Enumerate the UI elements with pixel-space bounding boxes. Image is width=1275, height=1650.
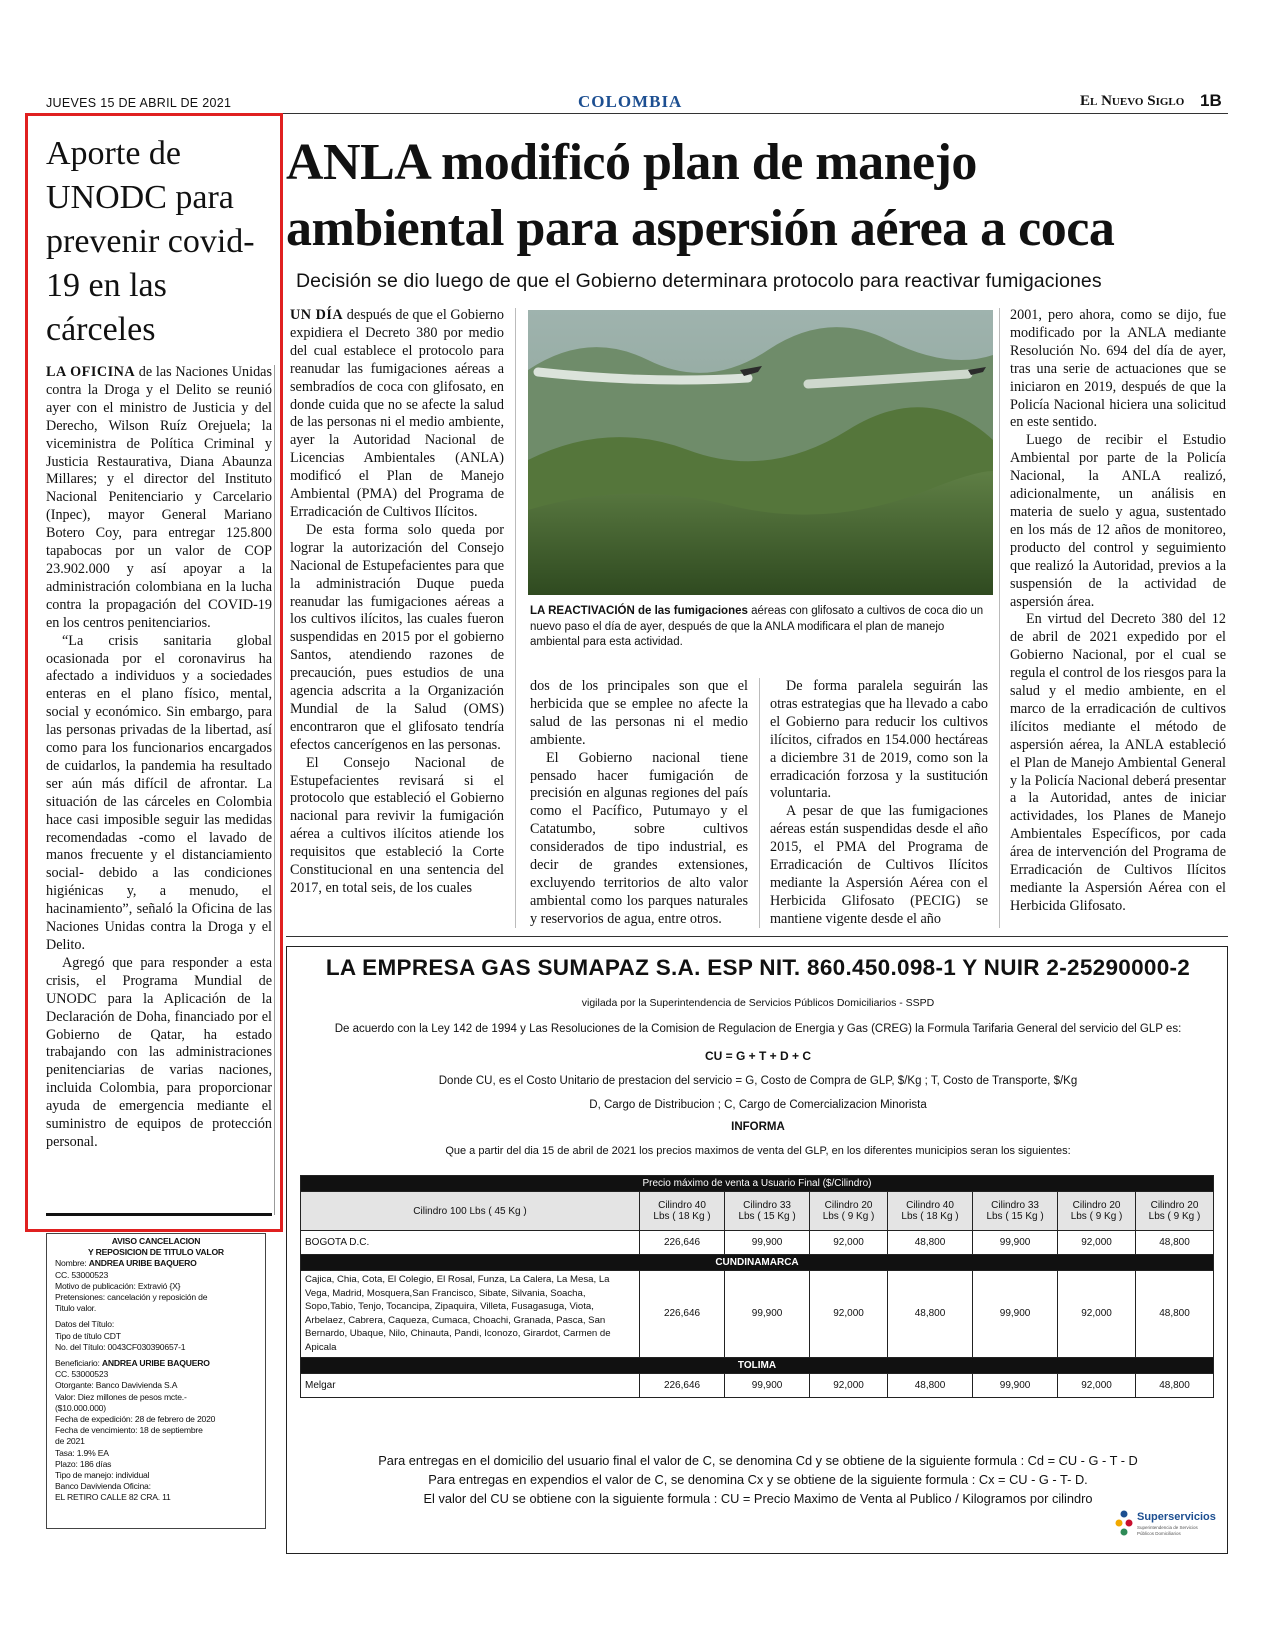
superservicios-logo — [1113, 1509, 1216, 1539]
table-header-cell: Cilindro 20 Lbs ( 9 Kg ) — [1136, 1192, 1214, 1231]
table-header-cell: Cilindro 20 Lbs ( 9 Kg ) — [810, 1192, 888, 1231]
notice-line: Valor: Diez millones de pesos mcte.- — [55, 1391, 187, 1402]
table-row — [301, 1271, 1214, 1358]
notice-line: Tasa: 1.9% EA — [55, 1447, 109, 1458]
table-cell: 48,800 — [1136, 1373, 1214, 1397]
table-cell: 99,900 — [725, 1231, 810, 1255]
notice-line: Otorgante: Banco Davivienda S.A — [55, 1380, 178, 1391]
issue-date: JUEVES 15 DE ABRIL DE 2021 — [46, 96, 232, 110]
notice-line: Datos del Título: — [55, 1319, 115, 1330]
notice-line: CC. 53000523 — [55, 1269, 109, 1280]
ad-vigilada: vigilada por la Superintendencia de Servicios Públicos Domiciliarios - SSPD — [581, 997, 935, 1009]
table-cell: 92,000 — [810, 1231, 888, 1255]
notice-line: Tipo de manejo: individual — [55, 1470, 150, 1481]
ad-informa: INFORMA — [731, 1121, 785, 1133]
ad-donde: Donde CU, es el Costo Unitario de prestacion del servicio = G, Costo de Compra de GLP, $/Kg ; T, Costo de Transporte, $/Kg — [438, 1075, 1078, 1087]
notice-line: EL RETIRO CALLE 82 CRA. 11 — [55, 1492, 171, 1503]
table-cell: Cajica, Chia, Cota, El Colegio, El Rosal, Funza, La Calera, La Mesa, La Vega, Madrid, Mosquera,San Francisco, Sibate, Silvania, Soacha, Sopo,Tabio, Tenjo, Tocancipa, Zipaquira, Villeta, Fusagasuga, Viota, Arbelaez, Cabrera, Caqueza, Cumaca, Choachi, Granada, Pasca, San Bernardo, Ubaque, Nilo, Chinauta, Pandi, Iconozo, Girardot, Carmen de Apicala — [301, 1271, 640, 1358]
main-article-column-4: 2001, pero ahora, como se dijo, fue modificado por la ANLA mediante Resolución No. 694 del día de ayer, tras una serie de actuaciones que se iniciaron en 2019, después de que la Policía Nacional hiciera una solicitud en este sentido. Luego de recibir el Estudio Ambiental por parte de la Policía Nacional, la ANLA realizó, adicionalmente, un análisis en materia de suelo y agua, sustentado en los más de 12 años de monitoreo, producto del control y seguimiento que realizó la Autoridad, previos a la suspensión de la actividad de aspersión área. En virtud del Decreto 380 del 12 de abril de 2021 expedido por el Gobierno Nacional, por el cual se regula el control de los riesgos para la salud y el medio ambiente, en el marco de la erradicación de cultivos ilícitos mediante el método de aspersión aérea, la ANLA estableció el Plan de Manejo Ambiental General y la Policía Nacional deberá presentar a la Autoridad, antes de iniciar actividades, los Planes de Manejo Ambientales Específicos, por cada área de intervención del Programa de Erradicación de Cultivos Ilícitos mediante la Aspersión Aérea con el Herbicida Glifosato. — [1010, 307, 1226, 914]
table-cell: 48,800 — [888, 1373, 973, 1397]
notice-subtitle: Y REPOSICION DE TITULO VALOR — [88, 1247, 224, 1258]
notice-line: Pretensiones: cancelación y reposición de — [55, 1292, 208, 1303]
logo-text: Superservicios — [1137, 1511, 1216, 1523]
table-cell: 99,900 — [973, 1373, 1058, 1397]
left-article-p3: Agregó que para responder a esta crisis, el Programa Mundial de UNODC para la Aplicación de la Declaración de Doha, financiado por el Gobierno de Qatar, ha estado trabajando con las administraciones penitenciarias de varias naciones, incluida Colombia, para proporcionar ayuda de emergencia mediante el suministro de equipos de protección personal. — [46, 954, 272, 1150]
left-article-headline: Aporte de UNODC para prevenir covid-19 en las cárceles — [46, 135, 255, 348]
table-cell: 226,646 — [640, 1231, 725, 1255]
section-cundinamarca: CUNDINAMARCA — [301, 1255, 1214, 1271]
ad-foot-line: El valor del CU se obtiene con la siguiente formula : CU = Precio Maximo de Venta al Publico / Kilogramos por cilindro — [423, 1491, 1093, 1506]
ad-ley: De acuerdo con la Ley 142 de 1994 y Las Resoluciones de la Comision de Regulacion de Energia y Gas (CREG) la Formula Tarifaria General del servicio del GLP es: — [334, 1023, 1182, 1035]
table-header-cell: Cilindro 33 Lbs ( 15 Kg ) — [725, 1192, 810, 1231]
article-end-rule — [286, 936, 1228, 937]
table-header-cell: Cilindro 40 Lbs ( 18 Kg ) — [888, 1192, 973, 1231]
ad-foot-line: Para entregas en el domicilio del usuario final el valor de C, se denomina Cd y se obtiene de la siguiente formula : Cd = CU - G - T - D — [378, 1453, 1138, 1468]
ad-foot-line: Para entregas en expendios el valor de C, se denomina Cx y se obtiene de la siguiente formula : Cx = CU - G - T- D. — [428, 1472, 1088, 1487]
newspaper-name: El Nuevo Siglo — [1080, 93, 1185, 109]
ad-donde-2: D, Cargo de Distribucion ; C, Cargo de Comercializacion Minorista — [589, 1099, 927, 1111]
table-cell: 99,900 — [725, 1373, 810, 1397]
logo-subtext: Superintendencia de Servicios Públicos Domiciliarios — [1137, 1525, 1198, 1536]
table-cell: 99,900 — [725, 1271, 810, 1358]
table-cell: 92,000 — [1058, 1271, 1136, 1358]
main-headline: ANLA modificó plan de manejo ambiental para aspersión aérea a coca — [286, 134, 1115, 257]
ad-a-partir: Que a partir del dia 15 de abril de 2021 los precios maximos de venta del GLP, en los diferentes municipios seran los siguientes: — [445, 1145, 1071, 1157]
table-title-row — [301, 1176, 1214, 1192]
gas-price-notice — [286, 946, 1228, 1554]
table-section-row — [301, 1255, 1214, 1271]
superservicios-logo-icon — [1113, 1509, 1135, 1539]
main-subtitle: Decisión se dio luego de que el Gobierno determinara protocolo para reactivar fumigaciones — [296, 270, 1102, 292]
table-cell: 48,800 — [888, 1271, 973, 1358]
notice-line: de 2021 — [55, 1436, 85, 1447]
main-article-column-1: UN DÍA después de que el Gobierno expidiera el Decreto 380 por medio del cual establece el protocolo para reanudar las fumigaciones aéreas a sembradíos de coca con glifosato, en donde cuida que no se afecte la salud de las personas ni el medio ambiente, ayer la Autoridad Nacional de Licencias Ambientales (ANLA) modificó el Plan de Manejo Ambiental (PMA) del Programa de Erradicación de Cultivos Ilícitos. De esta forma solo queda por lograr la autorización del Consejo Nacional de Estupefacientes para que la administración Duque pueda reanudar las fumigaciones aéreas a los cultivos ilícitos, las cuales fueron suspendidas en 2015 por el gobierno Santos, atendiendo razones de precaución, pues estudios de una agencia adscrita a la Organización Mundial de la Salud (OMS) encontraron que el glifosato tendría efectos cancerígenos en las personas. El Consejo Nacional de Estupefacientes revisará si el protocolo que estableció el Gobierno nacional para revivir la fumigación aérea a cultivos ilícitos atiende los requisitos que estableció la Corte Constitucional en una sentencia del 2017, en total seis, de los cuales — [290, 307, 504, 896]
section-name: COLOMBIA — [578, 92, 683, 111]
left-article-body — [46, 364, 272, 1152]
table-header-cell: Cilindro 100 Lbs ( 45 Kg ) — [301, 1192, 640, 1231]
table-row — [301, 1373, 1214, 1397]
notice-line: Banco Davivienda Oficina: — [55, 1481, 151, 1492]
left-article-end-rule — [46, 1213, 272, 1216]
table-cell: 99,900 — [973, 1271, 1058, 1358]
column-divider — [515, 308, 516, 928]
main-article-column-3: De forma paralela seguirán las otras estrategias que ha llevado a cabo el Gobierno para reducir los cultivos ilícitos, cifrados en 154.000 hectáreas a diciembre 31 de 2019, como son la erradicación forzosa y la sustitución voluntaria. A pesar de que las fumigaciones aéreas están suspendidas desde el año 2015, el PMA del Programa de Erradicación de Cultivos Ilícitos mediante la Aspersión Aérea con el Herbicida Glifosato (PECIG) se mantiene vigente desde el año — [770, 678, 988, 927]
left-article-p1: LA OFICINA de las Naciones Unidas contra la Droga y el Delito se reunió ayer con el ministro de Justicia y del Derecho, Wilson Ruíz Orejuela; la viceministra de Política Criminal y Justicia Restaurativa, Diana Abaunza Millares; y el director del Instituto Nacional Penitenciario y Carcelario (Inpec), mayor General Mariano Botero Coy, para entregar 125.800 tapabocas por un valor de COP 23.902.000 y así apoyar a la administración colombiana en la lucha contra la propagación del COVID-19 en los centros penitenciarios. — [46, 364, 272, 631]
table-cell: 226,646 — [640, 1373, 725, 1397]
notice-line: Tipo de título CDT — [55, 1330, 121, 1341]
left-article-p2: “La crisis sanitaria global ocasionada por el coronavirus ha afectado a individuos y a sociedades enteras en el plano físico, mental, social y económico. Sin embargo, para las personas privadas de la libertad, así como para los funcionarios encargados de cuidarlos, la pandemia ha resultado ser aún más difícil de afrontar. La situación de las cárceles en Colombia hace casi imposible seguir las medidas recomendadas -como el lavado de manos frecuente y el distanciamiento social- debido a las condiciones higiénicas y, a menudo, el hacinamiento”, señaló la Oficina de las Naciones Unidas contra la Droga y el Delito. — [46, 632, 272, 953]
table-cell: 226,646 — [640, 1271, 725, 1358]
main-article-lead: UN DÍA — [290, 307, 344, 323]
table-title: Precio máximo de venta a Usuario Final ($/Cilindro) — [301, 1176, 1214, 1192]
notice-line: Nombre: ANDREA URIBE BAQUERO — [55, 1258, 197, 1269]
ad-formula: CU = G + T + D + C — [704, 1049, 812, 1063]
ad-title: LA EMPRESA GAS SUMAPAZ S.A. ESP NIT. 860.450.098-1 Y NUIR 2-25290000-2 — [325, 955, 1191, 980]
main-article-column-2: dos de los principales son que el herbicida que se emplee no afecte la salud de las personas ni el medio ambiente. El Gobierno nacional tiene pensado hacer fumigación de precisión en algunas regiones del país como el Pacífico, Putumayo y el Catatumbo, sobre cultivos considerados de tipo industrial, es decir de grandes extensiones, excluyendo territorios de alto valor ambiental como los parques naturales y reservorios de agua, entre otros. — [530, 678, 748, 927]
notice-line: Beneficiario: ANDREA URIBE BAQUERO — [55, 1358, 210, 1369]
notice-line: Fecha de expedición: 28 de febrero de 2020 — [55, 1414, 216, 1425]
table-header-cell: Cilindro 40 Lbs ( 18 Kg ) — [640, 1192, 725, 1231]
notice-line: Titulo valor. — [55, 1303, 97, 1314]
table-cell: 48,800 — [888, 1231, 973, 1255]
notice-line: ($10.000.000) — [55, 1402, 106, 1413]
photo-caption: LA REACTIVACIÓN de las fumigaciones aéreas con glifosato a cultivos de coca dio un nuevo paso el día de ayer, después de que la ANLA modificara el plan de manejo ambiental para esta actividad. — [530, 605, 984, 648]
table-section-row — [301, 1357, 1214, 1373]
table-header-cell: Cilindro 20 Lbs ( 9 Kg ) — [1058, 1192, 1136, 1231]
table-row — [301, 1231, 1214, 1255]
column-divider — [274, 365, 275, 1215]
notice-lines — [55, 1258, 257, 1503]
section-tolima: TOLIMA — [301, 1357, 1214, 1373]
legal-notice-box — [46, 1233, 266, 1529]
table-cell: 48,800 — [1136, 1271, 1214, 1358]
table-cell: Melgar — [301, 1373, 640, 1397]
table-header-row — [301, 1192, 1214, 1231]
ad-footnotes — [287, 1451, 1229, 1508]
table-cell: 48,800 — [1136, 1231, 1214, 1255]
table-cell: 99,900 — [973, 1231, 1058, 1255]
notice-line: Motivo de publicación: Extravió {X} — [55, 1280, 181, 1291]
left-article-lead: LA OFICINA — [46, 364, 136, 380]
price-table — [300, 1175, 1214, 1398]
table-cell: BOGOTA D.C. — [301, 1231, 640, 1255]
notice-line: CC. 53000523 — [55, 1369, 109, 1380]
table-cell: 92,000 — [1058, 1373, 1136, 1397]
table-header-cell: Cilindro 33 Lbs ( 15 Kg ) — [973, 1192, 1058, 1231]
notice-line: Plazo: 186 días — [55, 1458, 112, 1469]
table-cell: 92,000 — [1058, 1231, 1136, 1255]
column-divider — [759, 678, 760, 928]
notice-line: No. del Título: 0043CF030390657-1 — [55, 1341, 186, 1352]
notice-line: Fecha de vencimiento: 18 de septiembre — [55, 1425, 203, 1436]
fumigation-photo — [528, 310, 993, 595]
notice-title: AVISO CANCELACION — [111, 1236, 201, 1246]
page-number: 1B — [1200, 91, 1222, 110]
table-cell: 92,000 — [810, 1373, 888, 1397]
table-cell: 92,000 — [810, 1271, 888, 1358]
column-divider — [999, 308, 1000, 928]
